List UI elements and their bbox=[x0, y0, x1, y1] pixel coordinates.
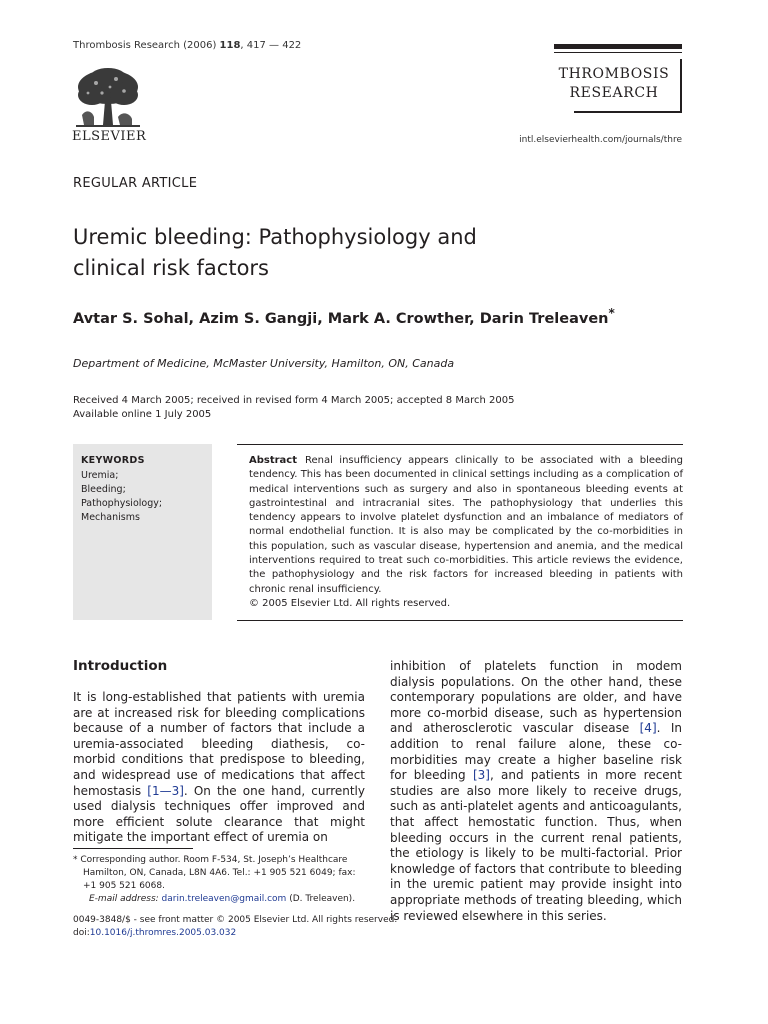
corresponding-author-footnote bbox=[73, 854, 366, 906]
issn-line: 0049-3848/$ - see front matter © 2005 Elsevier Ltd. All rights reserved. bbox=[73, 915, 398, 925]
keyword-item: Pathophysiology; bbox=[81, 498, 163, 509]
article-dates bbox=[73, 394, 633, 422]
body-column-left bbox=[73, 690, 365, 846]
authors: Avtar S. Sohal, Azim S. Gangji, Mark A. Crowther, Darin Treleaven bbox=[73, 310, 609, 327]
journal-citation bbox=[73, 40, 301, 51]
article-type: REGULAR ARTICLE bbox=[73, 176, 198, 191]
body-column-right bbox=[390, 659, 682, 924]
abstract-bottom-rule bbox=[237, 620, 683, 621]
body-text: inhibition of platelets function in modem dialysis populations. On the other hand, these contemporary populations are older, and have more co-morbid disease, such as hypertension and atherosclerotic vascular disease bbox=[390, 659, 682, 736]
masthead-rule bbox=[554, 52, 682, 53]
reference-link[interactable]: [1—3] bbox=[147, 783, 184, 798]
online-date: Available online 1 July 2005 bbox=[73, 409, 212, 420]
publisher-logo-text: ELSEVIER bbox=[72, 129, 147, 144]
journal-url[interactable]: intl.elsevierhealth.com/journals/thre bbox=[519, 135, 682, 145]
author-list bbox=[73, 306, 615, 327]
body-text: It is long-established that patients with uremia are at increased risk for bleeding complications because of a number of factors that include a uremia-associated bleeding diathesis, co-morbid conditions that predispose to bleeding, and widespread use of medications that affect hemostasis bbox=[73, 690, 365, 798]
journal-masthead bbox=[554, 44, 682, 113]
page-footer bbox=[73, 914, 397, 940]
abstract-label: Abstract bbox=[249, 455, 298, 466]
abstract-copyright: © 2005 Elsevier Ltd. All rights reserved. bbox=[249, 597, 451, 609]
email-suffix: (D. Treleaven). bbox=[289, 894, 356, 904]
citation-volume: 118 bbox=[219, 40, 241, 51]
abstract bbox=[249, 454, 683, 611]
author-email-link[interactable]: darin.treleaven@gmail.com bbox=[161, 894, 287, 904]
affiliation: Department of Medicine, McMaster University, Hamilton, ON, Canada bbox=[73, 357, 455, 370]
journal-name bbox=[554, 59, 682, 111]
keywords-heading: KEYWORDS bbox=[81, 455, 145, 466]
email-label: E-mail address: bbox=[89, 894, 159, 904]
footnote-text: Corresponding author. Room F-534, St. Joseph’s Healthcare Hamilton, ON, Canada, L8N 4A6. Tel.: +1 905 521 6049; fax: +1 905 521 6068. bbox=[80, 855, 356, 891]
keywords-box bbox=[73, 444, 212, 620]
abstract-text: Renal insufficiency appears clinically to be associated with a bleeding tendency. This has been documented in clinical settings including as a complication of medical interventions such as surgery and also in spontaneous bleeding events at gastrointestinal and intracranial sites. The pathophysiology that underlies this tendency appears to involve platelet dysfunction and an imbalance of mediators of normal endothelial function. It is also may be complicated by the co-morbidities in this population, such as vascular disease, hypertension and anemia, and the medical interventions required to treat such co-morbidities. This article reviews the evidence, the pathophysiology and the risk factors for increased bleeding in patients with chronic renal insufficiency. bbox=[249, 455, 683, 595]
footnote-rule bbox=[73, 848, 193, 849]
journal-name-line1: THROMBOSIS bbox=[558, 66, 670, 82]
title-line1: Uremic bleeding: Pathophysiology and bbox=[73, 225, 477, 249]
doi-label: doi: bbox=[73, 928, 90, 938]
body-text: . In addition to renal failure alone, these co-morbidities may create a higher baseline risk for bleeding bbox=[390, 721, 682, 783]
citation-journal: Thrombosis Research (2006) bbox=[73, 40, 217, 51]
masthead-rule bbox=[554, 44, 682, 49]
corresponding-author-mark: * bbox=[608, 306, 615, 320]
reference-link[interactable]: [4] bbox=[639, 721, 657, 736]
article-title bbox=[73, 222, 633, 284]
abstract-top-rule bbox=[237, 444, 683, 445]
title-line2: clinical risk factors bbox=[73, 256, 269, 280]
keyword-item: Bleeding; bbox=[81, 484, 126, 495]
keyword-item: Uremia; bbox=[81, 470, 119, 481]
body-text: . On the one hand, currently used dialysis techniques offer improved and more efficient solute clearance that might mitigate the important effect of uremia on bbox=[73, 783, 365, 845]
body-text: , and patients in more recent studies are also more likely to receive drugs, such as anti-platelet agents and anticoagulants, that affect hemostatic function. Thus, when bleeding occurs in the current renal patients, the etiology is likely to be multi-factorial. Prior knowledge of factors that contribute to bleeding in the uremic patient may provide insight into appropriate methods of treating bleeding, which is reviewed elsewhere in this series. bbox=[390, 768, 682, 923]
doi-link[interactable]: 10.1016/j.thromres.2005.03.032 bbox=[89, 928, 237, 938]
masthead-rule bbox=[574, 111, 682, 113]
citation-pages: , 417 — 422 bbox=[240, 40, 302, 51]
keyword-item: Mechanisms bbox=[81, 512, 140, 523]
footnote-mark: * bbox=[73, 855, 78, 865]
received-dates: Received 4 March 2005; received in revised form 4 March 2005; accepted 8 March 2005 bbox=[73, 395, 515, 406]
reference-link[interactable]: [3] bbox=[472, 768, 490, 783]
journal-name-line2: RESEARCH bbox=[569, 85, 659, 101]
section-heading-introduction: Introduction bbox=[73, 658, 168, 674]
